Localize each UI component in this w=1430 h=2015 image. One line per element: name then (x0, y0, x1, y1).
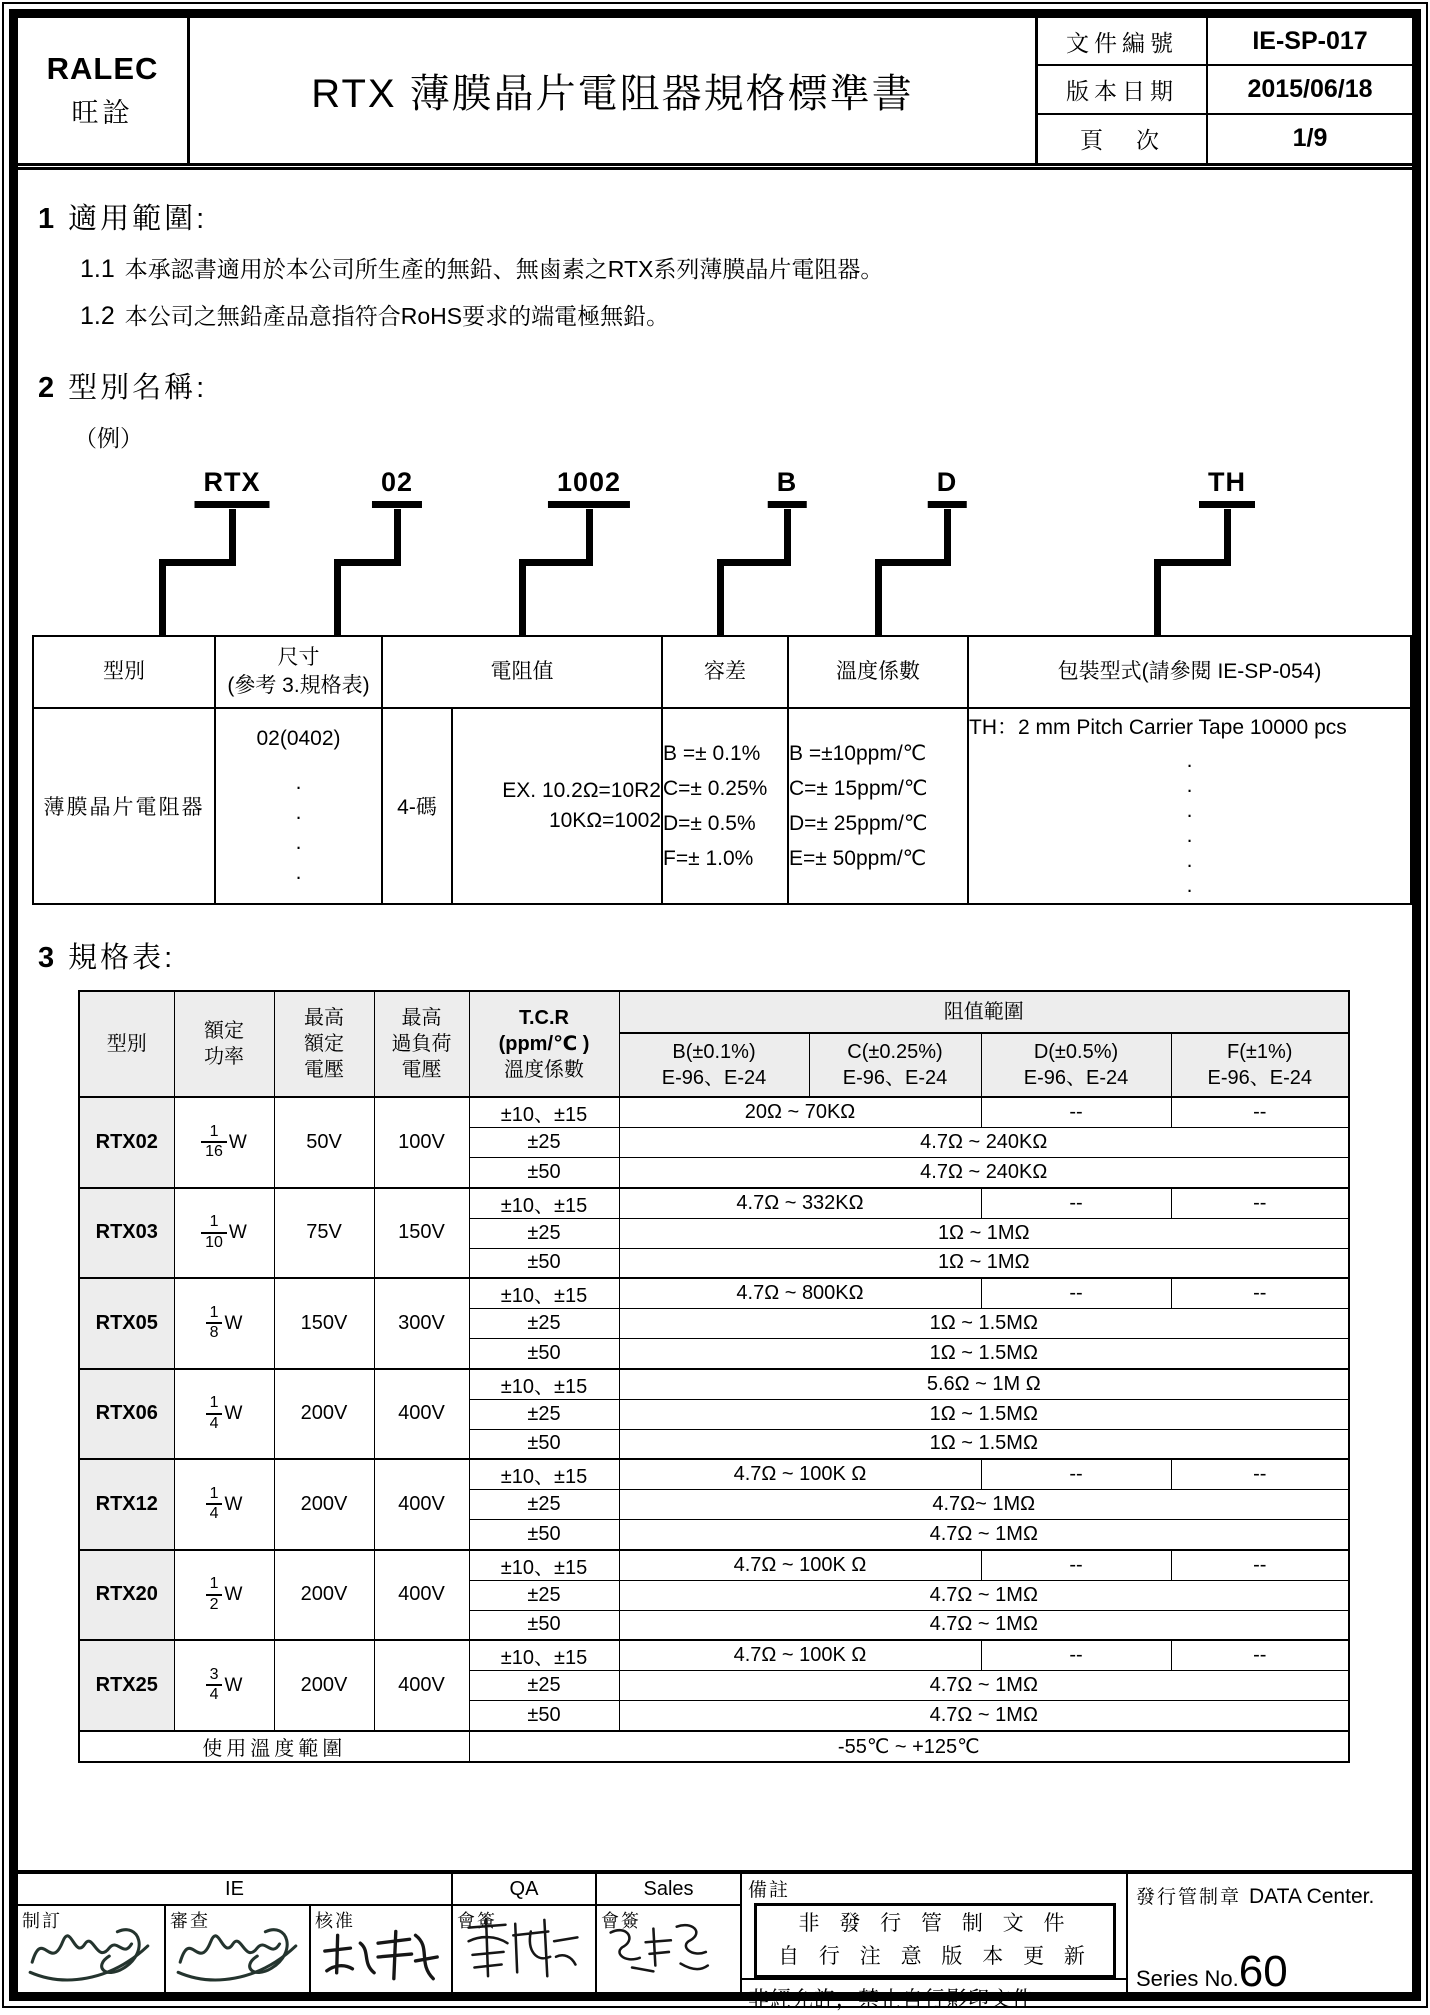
voltage-cell: 200V (274, 1550, 374, 1641)
doc-number-value: IE-SP-017 (1206, 18, 1412, 66)
item-number: 1.2 (80, 302, 115, 330)
model-cell: RTX05 (79, 1278, 174, 1369)
decode-body-row (33, 708, 1411, 904)
dash-cell: -- (1171, 1097, 1349, 1128)
section1-number: 1 (38, 203, 55, 235)
spec-header-model: 型別 (79, 991, 174, 1097)
connector-line (334, 559, 341, 635)
connector-line (159, 559, 236, 566)
company-logo (18, 18, 190, 163)
voltage-cell: 200V (274, 1369, 374, 1460)
item-text: 本承認書適用於本公司所生產的無鉛、無鹵素之RTX系列薄膜晶片電阻器。 (124, 256, 884, 282)
part-number-decode-table (32, 635, 1412, 905)
signature-cell-draft (18, 1906, 166, 1992)
overload-cell: 100V (374, 1097, 469, 1188)
connector-line (717, 559, 724, 635)
doc-number-label: 文件編號 (1038, 18, 1206, 66)
section3-heading (38, 935, 1398, 976)
signature-sales-countersign (599, 1910, 735, 1990)
brand-name-en: RALEC (46, 51, 159, 86)
tcr-cell: ±10、±15 (469, 1188, 619, 1219)
part-number-diagram (32, 467, 1398, 635)
dept-sales-label: Sales (597, 1874, 742, 1906)
spec-row (79, 1550, 1349, 1581)
spec-header-power: 額定 功率 (174, 991, 274, 1097)
spec-row (79, 1097, 1349, 1128)
range-cell: 1Ω ~ 1.5MΩ (619, 1339, 1349, 1369)
tcr-cell: ±10、±15 (469, 1097, 619, 1128)
tcr-cell: ±25 (469, 1671, 619, 1701)
spec-header-tcr: T.C.R (ppm/℃ ) 溫度係數 (469, 991, 619, 1097)
notes-label: 備註 (748, 1880, 791, 1901)
dash-cell: -- (981, 1459, 1171, 1490)
tcr-cell: ±25 (469, 1309, 619, 1339)
brand-name-cn: 旺詮 (71, 98, 134, 128)
decode-type: 薄膜晶片電阻器 (33, 708, 215, 904)
tcr-cell: ±10、±15 (469, 1369, 619, 1400)
stamp-row (1136, 1882, 1408, 1909)
role-label: 審查 (170, 1911, 210, 1931)
connector-line (159, 559, 166, 635)
connector-line (229, 509, 236, 561)
range-cell: 20Ω ~ 70KΩ (619, 1097, 981, 1128)
model-cell: RTX02 (79, 1097, 174, 1188)
tcr-cell: ±25 (469, 1490, 619, 1520)
section2-number: 2 (38, 372, 55, 404)
power-cell: $\frac{1}{4}$ W (174, 1369, 274, 1460)
role-label: 會簽 (457, 1911, 497, 1931)
range-cell: 4.7Ω ~ 1MΩ (619, 1671, 1349, 1701)
range-cell: 4.7Ω ~ 1MΩ (619, 1580, 1349, 1610)
item-text: 本公司之無鉛產品意指符合RoHS要求的端電極無鉛。 (124, 303, 670, 329)
section1-item-1 (80, 251, 1398, 284)
connector-line (717, 559, 791, 566)
decode-tolerance: B =± 0.1% C=± 0.25% D=± 0.5% F=± 1.0% (662, 708, 788, 904)
tcr-cell: ±25 (469, 1218, 619, 1248)
temp-range-row (79, 1731, 1349, 1762)
range-cell: 1Ω ~ 1MΩ (619, 1248, 1349, 1278)
tcr-cell: ±10、±15 (469, 1459, 619, 1490)
version-date-label: 版本日期 (1038, 66, 1206, 114)
connector-line (944, 509, 951, 561)
decode-header-size: 尺寸 (參考 3.規格表) (215, 636, 382, 708)
range-cell: 4.7Ω ~ 1MΩ (619, 1701, 1349, 1731)
decode-header-tolerance: 容差 (662, 636, 788, 708)
series-label: Series No. (1136, 1966, 1239, 1991)
item-number: 1.1 (80, 255, 115, 283)
signature-qa-countersign (455, 1908, 591, 1990)
model-cell: RTX06 (79, 1369, 174, 1460)
dash-cell: -- (1171, 1188, 1349, 1219)
document-header (18, 18, 1412, 166)
spec-row (79, 1640, 1349, 1671)
range-cell: 4.7Ω~ 1MΩ (619, 1490, 1349, 1520)
tcr-cell: ±25 (469, 1399, 619, 1429)
doc-info-table (1038, 18, 1412, 163)
range-cell: 4.7Ω ~ 100K Ω (619, 1640, 981, 1671)
range-cell: 4.7Ω ~ 332KΩ (619, 1188, 981, 1219)
decode-resistance-example: EX. 10.2Ω=10R2 10KΩ=1002 (452, 708, 662, 904)
section3-number: 3 (38, 942, 55, 974)
title-cell (190, 18, 1038, 163)
range-cell: 1Ω ~ 1.5MΩ (619, 1309, 1349, 1339)
decode-package: TH：2 mm Pitch Carrier Tape 10000 pcs . . . . . . (968, 708, 1411, 904)
model-cell: RTX03 (79, 1188, 174, 1279)
dash-cell: -- (1171, 1550, 1349, 1581)
connector-line (394, 509, 401, 561)
section1-item-2 (80, 298, 1398, 331)
notes-column (742, 1874, 1128, 2012)
document-page (2, 2, 1428, 2012)
signature-approve (313, 1920, 451, 1992)
connector-line (334, 559, 401, 566)
voltage-cell: 200V (274, 1640, 374, 1731)
dash-cell: -- (981, 1188, 1171, 1219)
spec-header-range-b: B(±0.1%) E-96、E-24 (619, 1033, 809, 1097)
tcr-cell: ±50 (469, 1520, 619, 1550)
range-cell: 1Ω ~ 1MΩ (619, 1218, 1349, 1248)
range-cell: 1Ω ~ 1.5MΩ (619, 1399, 1349, 1429)
spec-header-row1 (79, 991, 1349, 1033)
connector-line (784, 509, 791, 561)
tcr-cell: ±50 (469, 1248, 619, 1278)
voltage-cell: 200V (274, 1459, 374, 1550)
signature-cell-approve (311, 1906, 453, 1992)
spec-row (79, 1459, 1349, 1490)
range-cell: 4.7Ω ~ 100K Ω (619, 1459, 981, 1490)
range-cell: 4.7Ω ~ 1MΩ (619, 1610, 1349, 1640)
connector-line (1224, 509, 1231, 561)
power-cell: $\frac{1}{2}$ W (174, 1550, 274, 1641)
temp-range-label: 使用溫度範圍 (79, 1731, 469, 1762)
overload-cell: 400V (374, 1369, 469, 1460)
spec-row (79, 1369, 1349, 1400)
spec-header-range-group: 阻值範圍 (619, 991, 1349, 1033)
range-cell: 4.7Ω ~ 240KΩ (619, 1128, 1349, 1158)
model-cell: RTX25 (79, 1640, 174, 1731)
tcr-cell: ±10、±15 (469, 1640, 619, 1671)
tcr-cell: ±50 (469, 1158, 619, 1188)
overload-cell: 300V (374, 1278, 469, 1369)
connector-line (1154, 559, 1231, 566)
notes-box-line2: 自 行 注 意 版 本 更 新 (778, 1944, 1092, 1968)
dept-ie-label: IE (18, 1874, 453, 1906)
overload-cell: 400V (374, 1640, 469, 1731)
page-number-label: 頁 次 (1080, 127, 1164, 154)
spec-header-range-f: F(±1%) E-96、E-24 (1171, 1033, 1349, 1097)
power-cell: $\frac{1}{4}$ W (174, 1459, 274, 1550)
pn-segment-series: RTX (195, 467, 270, 508)
notes-box-line1: 非 發 行 管 制 文 件 (798, 1912, 1072, 1935)
tcr-cell: ±50 (469, 1429, 619, 1459)
pn-segment-package: TH (1199, 467, 1255, 508)
range-cell: 1Ω ~ 1.5MΩ (619, 1429, 1349, 1459)
pn-segment-tcr: D (928, 467, 967, 508)
dash-cell: -- (981, 1640, 1171, 1671)
tcr-cell: ±10、±15 (469, 1278, 619, 1309)
section1-heading (38, 196, 1398, 237)
spec-row (79, 1188, 1349, 1219)
decode-size: 02(0402) . . . . (215, 708, 382, 904)
tcr-cell: ±50 (469, 1701, 619, 1731)
decode-tcr: B =±10ppm/℃ C=± 15ppm/℃ D=± 25ppm/℃ E=± 50ppm/℃ (788, 708, 968, 904)
dash-cell: -- (1171, 1459, 1349, 1490)
connector-line (519, 559, 526, 635)
role-label: 會簽 (601, 1911, 641, 1931)
connector-line (875, 559, 882, 635)
signature-grid (18, 1874, 742, 1992)
decode-header-tcr: 溫度係數 (788, 636, 968, 708)
power-cell: $\frac{1}{10}$ W (174, 1188, 274, 1279)
document-title: RTX 薄膜晶片電阻器規格標準書 (311, 72, 914, 116)
dash-cell: -- (1171, 1640, 1349, 1671)
dash-cell: -- (981, 1278, 1171, 1309)
model-cell: RTX20 (79, 1550, 174, 1641)
approval-footer (18, 1874, 1412, 2012)
section2-title: 型別名稱: (68, 372, 208, 404)
dash-cell: -- (981, 1097, 1171, 1128)
signature-cell-review (166, 1906, 311, 1992)
temp-range-value: -55℃ ~ +125℃ (469, 1731, 1349, 1762)
tcr-cell: ±25 (469, 1128, 619, 1158)
notes-box (754, 1903, 1116, 1978)
section2-heading (38, 365, 1398, 406)
role-label: 制訂 (22, 1911, 62, 1931)
voltage-cell: 150V (274, 1278, 374, 1369)
decode-header-resistance: 電阻值 (382, 636, 662, 708)
spec-header-range-d: D(±0.5%) E-96、E-24 (981, 1033, 1171, 1097)
stamp-value: DATA Center. (1249, 1885, 1375, 1908)
range-cell: 4.7Ω ~ 800KΩ (619, 1278, 981, 1309)
decode-header-row (33, 636, 1411, 708)
connector-line (875, 559, 951, 566)
spec-header-range-c: C(±0.25%) E-96、E-24 (809, 1033, 981, 1097)
voltage-cell: 50V (274, 1097, 374, 1188)
model-cell: RTX12 (79, 1459, 174, 1550)
connector-line (1154, 559, 1161, 635)
pn-segment-resistance: 1002 (548, 467, 630, 508)
pn-segment-size: 02 (372, 467, 422, 508)
pn-segment-tolerance: B (768, 467, 807, 508)
overload-cell: 400V (374, 1459, 469, 1550)
section3-title: 規格表: (68, 942, 176, 974)
tcr-cell: ±50 (469, 1339, 619, 1369)
connector-line (586, 509, 593, 561)
signature-cell-qa-countersign (453, 1906, 597, 1992)
page-content (18, 170, 1412, 1870)
signature-review (168, 1912, 310, 1988)
example-label: （例） (74, 425, 143, 451)
decode-header-package: 包裝型式(請參閱 IE-SP-054) (968, 636, 1411, 708)
signature-draft (20, 1912, 162, 1988)
overload-cell: 400V (374, 1550, 469, 1641)
spec-table (78, 990, 1350, 1763)
page-number-value: 1/9 (1206, 115, 1412, 163)
signature-cell-sales-countersign (597, 1906, 742, 1992)
range-cell: 5.6Ω ~ 1M Ω (619, 1369, 1349, 1400)
role-label: 核准 (315, 1911, 355, 1931)
voltage-cell: 75V (274, 1188, 374, 1279)
spec-row (79, 1278, 1349, 1309)
series-row (1136, 1946, 1408, 1996)
series-number: 60 (1238, 1946, 1288, 1996)
stamp-label: 發行管制章 (1136, 1887, 1242, 1908)
spec-header-voltage: 最高 額定 電壓 (274, 991, 374, 1097)
notes-bottom-text: 非經允許，禁止自行影印文件 (742, 1978, 1126, 2015)
stamp-column (1128, 1874, 1412, 1996)
range-cell: 4.7Ω ~ 240KΩ (619, 1158, 1349, 1188)
power-cell: $\frac{1}{16}$ W (174, 1097, 274, 1188)
spec-header-overload: 最高 過負荷 電壓 (374, 991, 469, 1097)
section1-title: 適用範圍: (68, 203, 208, 235)
connector-line (519, 559, 593, 566)
overload-cell: 150V (374, 1188, 469, 1279)
range-cell: 4.7Ω ~ 1MΩ (619, 1520, 1349, 1550)
dash-cell: -- (1171, 1278, 1349, 1309)
page-frame (9, 9, 1421, 2012)
dash-cell: -- (981, 1550, 1171, 1581)
decode-header-type: 型別 (33, 636, 215, 708)
dept-qa-label: QA (453, 1874, 597, 1906)
power-cell: $\frac{1}{8}$ W (174, 1278, 274, 1369)
power-cell: $\frac{3}{4}$ W (174, 1640, 274, 1731)
range-cell: 4.7Ω ~ 100K Ω (619, 1550, 981, 1581)
version-date-value: 2015/06/18 (1206, 66, 1412, 114)
tcr-cell: ±10、±15 (469, 1550, 619, 1581)
tcr-cell: ±25 (469, 1580, 619, 1610)
tcr-cell: ±50 (469, 1610, 619, 1640)
decode-resistance-code: 4-碼 (382, 708, 452, 904)
